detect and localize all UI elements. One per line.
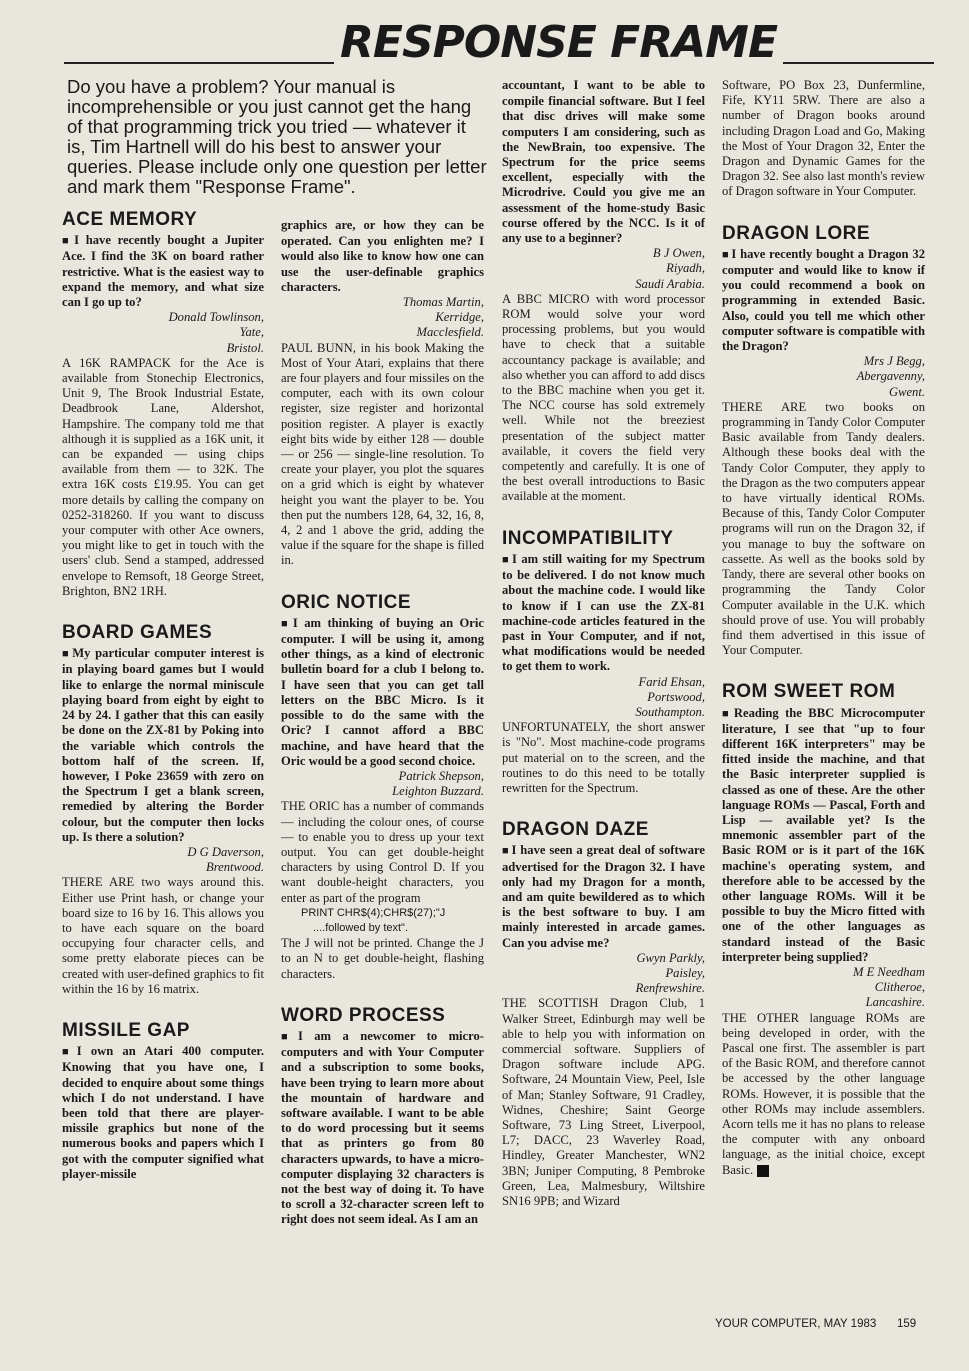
- signature-line: Southampton.: [635, 704, 705, 719]
- question-incompatibility: ■ I am still waiting for my Spectrum to be delivered. I do not know much about the machine code. I would like to know if I can use the ZX-81 machine-code articles featured in the past in Your Computer, and if not, what modifications would be needed to get them to work.: [502, 552, 705, 675]
- signature-line: Abergavenny,: [856, 369, 925, 384]
- signature-line: B J Owen,: [652, 246, 705, 261]
- answer-incompatibility: UNFORTUNATELY, the short answer is "No". Most machine-code programs put material on to the screen, and the routines to do this need to be totally rewritten for the Spectrum.: [502, 720, 705, 795]
- answer-word-process: A BBC MICRO with word processor ROM would solve your word processing problems, but you would have to check that a suitable accountancy package is available; and also whether you can afford to add discs to the BBC machine when you get it. The NCC course has sold extremely well. While not the breeziest presentation of the subject matter available, it covers the field very competently and carefully. It is one of the best overall introductions to Basic available at the moment.: [502, 291, 705, 504]
- section-header: [64, 14, 934, 72]
- intro-text: Do you have a problem? Your manual is incomprehensible or you just cannot get the hang of that programming trick you tried — whatever it is, Tim Hartnell will do his best to answer your queries. Please include only one question per letter and mark them "Response Frame".: [67, 76, 487, 197]
- question-oric-notice: ■ I am thinking of buying an Oric computer. I will be using it, among other things, as a kind of electronic bulletin board for a club I belong to. I have seen that you can get tall letters on the BBC Micro. Is it possible to do the same with the Oric? I cannot afford a BBC machine, and have heard that the Oric would be a good second choice.: [281, 616, 484, 769]
- signature-line: M E Needham: [852, 964, 925, 979]
- signature-line: Portswood,: [647, 689, 705, 704]
- signature-line: Clitheroe,: [874, 980, 925, 995]
- signature-line: Renfrewshire.: [635, 981, 705, 996]
- answer-board-games: THERE ARE two ways around this. Either use Print hash, or change your board size to 16 by 16. This allows you to have each square on the board occupying four character cells, and some pretty elaborate pieces can be created with user-defined graphics to fit within the 16 by 16 matrix.: [62, 875, 264, 996]
- answer-ace-memory: A 16K RAMPACK for the Ace is available from Stonechip Electronics, Unit 9, The Brook Industrial Estate, Deadbrook Lane, Aldershot, Hampshire. The company told me that although it is supplied as a 16K unit, it can be expanded — using chips available from them — to 32K. The extra 16K costs £19.95. You can get more details by calling the company on 0252-318260. If you want to discuss your computer with other Ace owners, you might like to get in touch with the users' club. Send a stamped, addressed envelope to Remsoft, 18 George Street, Brighton, BN2 1RH.: [62, 355, 264, 598]
- answer-dragon-daze: THE SCOTTISH Dragon Club, 1 Walker Street, Edinburgh may well be able to help you with information on commercial software. Suppliers of Dragon software include APG. Software, 24 Mountain View, Peel, Isle of Man; Stanley Software, 91 Cradley, Widnes, Cheshire; Saint George Software, 73 Ling Street, Liverpool, L7; DACC, 23 Waverley Road, Hindley, Greater Manchester, WN2 3BN; Juniper Computing, 8 Pembroke Green, Lea, Malmesbury, Wiltshire SN16 9PB; and Wizard: [502, 996, 705, 1209]
- signature-line: Leighton Buzzard.: [392, 784, 484, 799]
- heading-dragon-daze: DRAGON DAZE: [502, 819, 649, 841]
- question-dragon-lore: ■ I have recently bought a Dragon 32 computer and would like to know if you could recommend a book on programming in extended Basic. Also, could you tell me which other computer software is compatible with the Dragon?: [722, 247, 925, 354]
- end-mark-icon: [757, 1165, 769, 1177]
- signature-line: Yate,: [239, 325, 264, 340]
- answer-missile-gap: PAUL BUNN, in his book Making the Most of Your Atari, explains that there are four players and four missiles on the computer, each with its own colour register, size register and horizontal position register. A player is exactly eight bits wide by either 128 — double — or 256 — single-line resolution. To create your player, you plot the squares on a grid which is eight by whatever height you want the player to be. You then put the numbers 128, 64, 32, 16, 8, 4, 2 and 1 above the grid, adding the value if the square for the shape is filled in.: [281, 340, 484, 568]
- signature-line: Macclesfield.: [416, 325, 484, 340]
- signature-line: Lancashire.: [865, 995, 925, 1010]
- page-number: 159: [897, 1318, 917, 1330]
- signature-line: Mrs J Begg,: [863, 354, 925, 369]
- signature-line: Riyadh,: [666, 261, 705, 276]
- question-rom-sweet-rom: ■ Reading the BBC Microcomputer literature, I see that "up to four different 16K interpreters" may be fitted inside the machine, and that the Basic interpreter supplied is classed as one of these. Are the other language ROMs — Pascal, Forth and Lisp — available yet? Is the mnemonic assembler part of the Basic ROM or is it part of the 16K machine's operating system, and therefore able to be accessed by the other language ROMs. Will it be possible to buy the Micro fitted with one of the other languages as standard instead of the Basic interpreter being supplied?: [722, 706, 925, 965]
- heading-rom-sweet-rom: ROM SWEET ROM: [722, 681, 896, 703]
- section-title: RESPONSE FRAME: [334, 14, 783, 72]
- heading-word-process: WORD PROCESS: [281, 1004, 446, 1026]
- heading-board-games: BOARD GAMES: [62, 622, 213, 644]
- signature-line: Farid Ehsan,: [638, 674, 705, 689]
- question-board-games: ■ My particular computer interest is in playing board games but I would like to enlarge the normal miniscule playing board from eight by eight to 24 by 24. I gather that this can easily be done on the ZX-81 by Poking into the variable which controls the bottom half of the screen. If, however, I Poke 23659 with zero on the Spectrum I get a blank screen, remedied by altering the Border colour, but the computer then locks up. Is there a solution?: [62, 646, 264, 845]
- question-dragon-daze: ■ I have seen a great deal of software advertised for the Dragon 32. I have only had my Dragon for a month, and am quite bewildered as to which is the best software to buy. I am mainly interested in arcade games. Can you advise me?: [502, 843, 705, 950]
- code-line: PRINT CHR$(4);CHR$(27);"J: [301, 906, 446, 919]
- signature-line: Paisley,: [665, 965, 705, 980]
- question-missile-gap: ■ I own an Atari 400 computer. Knowing that you have one, I decided to enquire about some things which I do not understand. I have been told that there are player-missile graphics but none of the numerous books and papers which I got with the computer signified what player-missile: [62, 1044, 264, 1182]
- answer-oric-notice-continued: The J will not be printed. Change the J to an N to get double-height, flashing characters.: [281, 936, 484, 981]
- signature-line: Thomas Martin,: [402, 295, 484, 310]
- signature-line: Gwent.: [888, 384, 925, 399]
- signature-line: D G Daverson,: [187, 844, 264, 859]
- heading-missile-gap: MISSILE GAP: [62, 1019, 190, 1041]
- heading-incompatibility: INCOMPATIBILITY: [502, 527, 674, 549]
- signature-line: Brentwood.: [206, 860, 264, 875]
- signature-line: Bristol.: [226, 340, 264, 355]
- column-2: [281, 218, 484, 1228]
- code-line: ....followed by text".: [313, 921, 409, 934]
- question-word-process: ■ I am a newcomer to micro-computers and with Your Computer and a subscription to some books, have been trying to learn more about the mountain of hardware and software available. I want to be able to do word processing but it seems that as printers go from 80 characters upwards, to have a micro-computer displaying 32 characters is not the best way of doing it. To have to scroll a 32-character screen left to right does not seem ideal. As I am an: [281, 1029, 484, 1228]
- answer-oric-notice: THE ORIC has a number of commands — including the colour ones, of course — to enable you to dress up your text output. You can get double-height characters by using Control D. If you want double-height characters, you enter as part of the program: [281, 799, 484, 905]
- answer-rom-sweet-rom: [722, 1011, 925, 1178]
- heading-oric-notice: ORIC NOTICE: [281, 591, 412, 613]
- column-3: [502, 78, 705, 1209]
- answer-dragon-daze-continued: Software, PO Box 23, Dunfermline, Fife, KY11 5RW. There are also a number of Dragon books around including Dragon Load and Go, Making the Most of Your Dragon 32, Enter the Dragon and Dynamic Games for the Dragon 32. See also last month's review of Dragon software in Your Computer.: [722, 78, 925, 199]
- question-ace-memory: ■ I have recently bought a Jupiter Ace. I find the 3K on board rather restrictive. What is the easiest way to expand the memory, and what size can I go up to?: [62, 233, 264, 310]
- heading-dragon-lore: DRAGON LORE: [722, 222, 870, 244]
- signature-line: Kerridge,: [435, 310, 484, 325]
- signature-line: Donald Towlinson,: [168, 310, 264, 325]
- answer-rom-sweet-rom-text: THE OTHER language ROMs are being developed in order, with the Pascal one first. The assembler is part of the Basic ROM, and therefore cannot be accessed by the other language ROMs. However, it is possible that the other ROMs may include assemblers. Acorn tells me it has no plans to release the computer with any onboard language, as the initial choice, except Basic.: [722, 1010, 925, 1177]
- column-1: [62, 209, 264, 1182]
- signature-line: Gwyn Parkly,: [636, 950, 705, 965]
- heading-ace-memory: ACE MEMORY: [62, 209, 198, 230]
- question-word-process-continued: accountant, I want to be able to compile financial software. But I feel that disc drives will make some computers I am considering, such as the NewBrain, too expensive. The Spectrum for the price seems excellent, especially with the Microdrive. Could you give me an assessment of the home-study Basic course offered by the NCC. Is it of any use to a beginner?: [502, 78, 705, 246]
- column-4: [722, 78, 925, 1178]
- signature-line: Patrick Shepson,: [398, 768, 484, 783]
- footer-issue: YOUR COMPUTER, MAY 1983: [715, 1318, 877, 1330]
- signature-line: Saudi Arabia.: [635, 276, 705, 291]
- answer-dragon-lore: THERE ARE two books on programming in Tandy Color Computer Basic available from Tandy dealers. Although these books deal with the Tandy Color Computer, they apply to the Dragon as the two computers appear to have virtually identical ROMs. Because of this, Tandy Color Computer programs will run on the Dragon 32, if you manage to buy the software on cassette. As well as the books sold by Tandy, there are several other books on programming the Tandy Color Computer available in the U.K. which should prove of use. You will probably find them advertised in this issue of Your Computer.: [722, 399, 925, 658]
- question-missile-gap-continued: graphics are, or how they can be operated. Can you enlighten me? I would also like to know how one can use the user-definable graphics characters.: [281, 218, 484, 294]
